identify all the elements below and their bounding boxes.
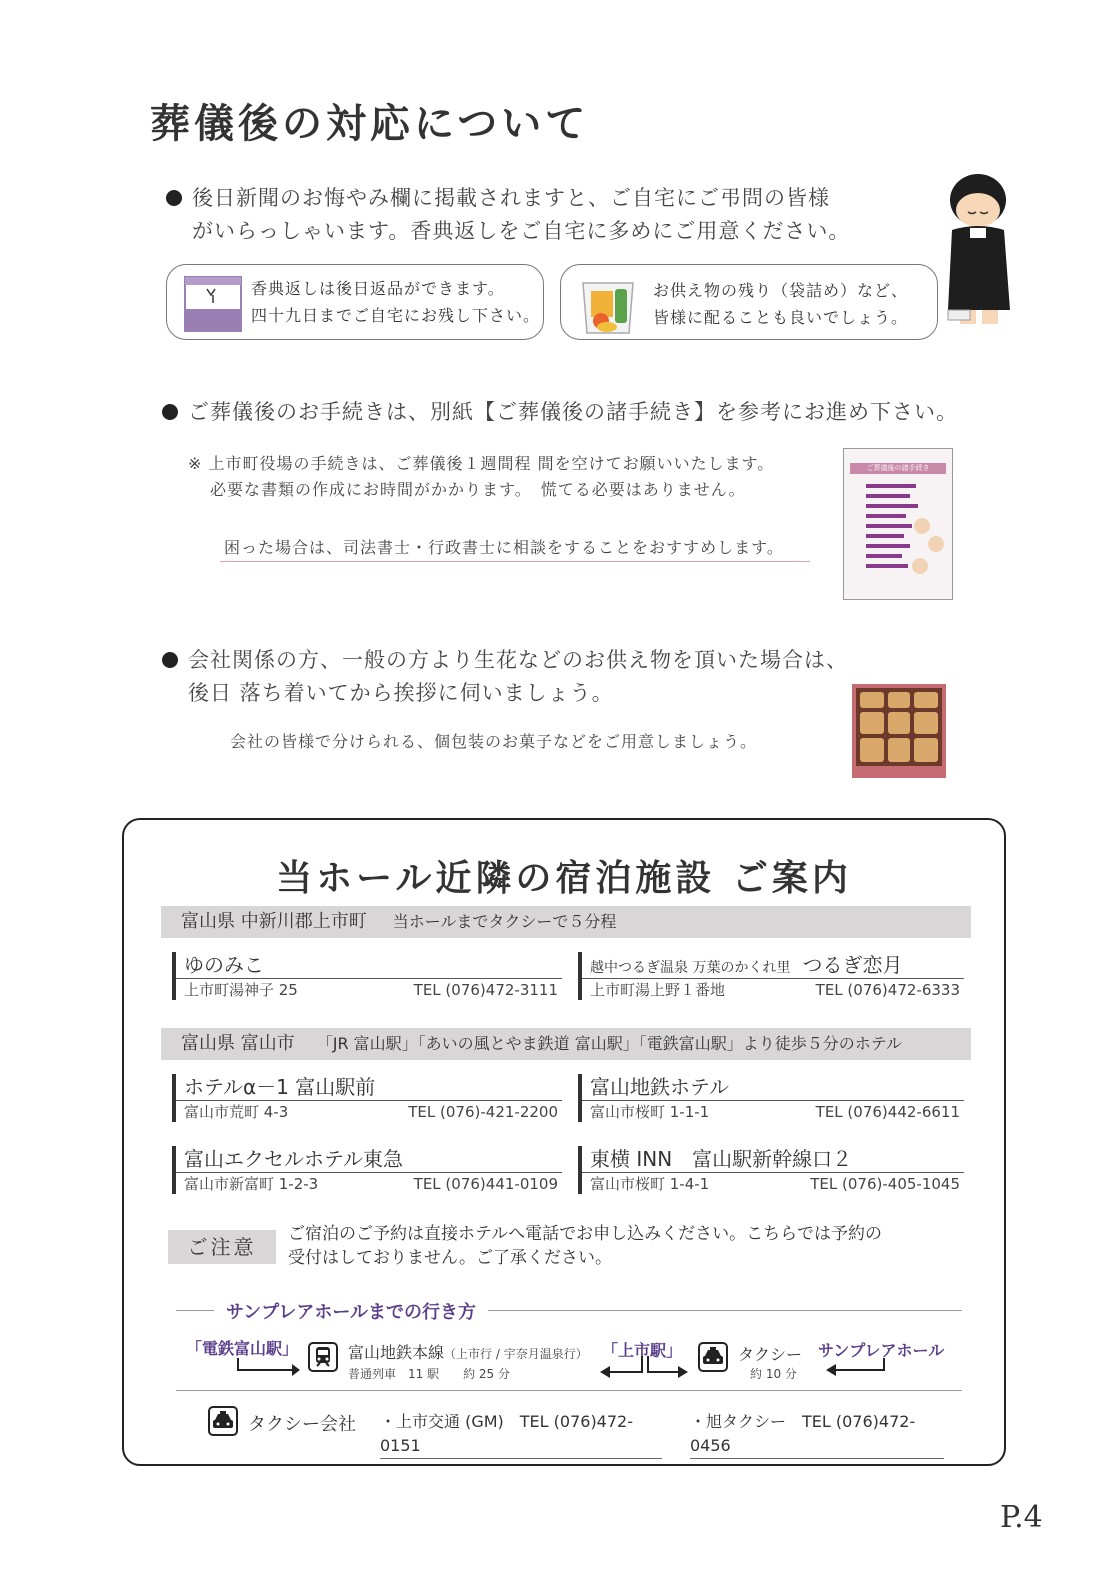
taxi-icon: [208, 1406, 238, 1436]
notice-line2: 受付はしておりません。ご了承ください。: [288, 1248, 613, 1268]
train-line-info: [348, 1340, 588, 1382]
area-band-toyama: [161, 1028, 971, 1060]
area2-name: 富山県 富山市: [181, 1033, 295, 1054]
section3-text: [162, 644, 848, 710]
taxi-label: タクシー: [738, 1345, 803, 1364]
hotel-toyoko-inn: [578, 1146, 964, 1194]
booklet-title: ご葬儀後の諸手続き: [850, 463, 946, 474]
route-heading: サンプレアホールまでの行き方: [214, 1298, 488, 1324]
hotel-tel: TEL (076)472-6333: [815, 981, 960, 999]
area2-note: 「JR 富山駅」「あいの風とやま鉄道 富山駅」「電鉄富山駅」より徒歩５分のホテル: [316, 1034, 902, 1053]
section1-text: [166, 182, 850, 248]
taxi-route-info: [738, 1342, 802, 1382]
hotel-address: 富山市桜町 1-4-1: [590, 1175, 710, 1193]
hotel-tel: TEL (076)442-6611: [815, 1103, 960, 1121]
section2-advice: 困った場合は、司法書士・行政書士に相談をすることをおすすめします。: [220, 535, 810, 562]
card1-line1: 香典返しは後日返品ができます。: [251, 279, 505, 298]
booklet-thumbnail: [843, 448, 953, 600]
page-title: 葬儀後の対応について: [150, 100, 590, 147]
hotel-name: つるぎ恋月: [802, 953, 903, 977]
section3-line1: 会社関係の方、一般の方より生花などのお供え物を頂いた場合は、: [188, 648, 848, 672]
section2-note: [188, 451, 774, 503]
section1-line2: がいらっしゃいます。香典返しをご自宅に多めにご用意ください。: [192, 219, 851, 243]
area-band-kamiichi: [161, 906, 971, 938]
arrow-left-icon: [824, 1358, 890, 1376]
card1-line2: 四十九日までご自宅にお残し下さい。: [251, 306, 541, 325]
hotel-name: 富山地鉄ホテル: [582, 1074, 964, 1101]
hotel-name: ゆのみこ: [176, 952, 562, 979]
hotel-tel: TEL (076)-405-1045: [810, 1175, 960, 1193]
hotel-tel: TEL (076)472-3111: [413, 981, 558, 999]
notice-text: [288, 1222, 882, 1270]
hotel-yunomiko: [172, 952, 562, 1000]
section2-line1: ご葬儀後のお手続きは、別紙【ご葬儀後の諸手続き】を参考にお進め下さい。: [188, 400, 958, 424]
taxi-time: 約 10 分: [750, 1367, 797, 1381]
hotel-address: 富山市新富町 1-2-3: [184, 1175, 319, 1193]
hotel-chitetsu: [578, 1074, 964, 1122]
arrow-both-icon: [598, 1356, 690, 1380]
hotel-name: 東横 INN 富山駅新幹線口２: [582, 1146, 964, 1173]
route-station2: 「上市駅」: [602, 1341, 683, 1360]
section2-note2: 必要な書類の作成にお時間がかかります。 慌てる必要はありません。: [210, 480, 746, 499]
section3-note: 会社の皆様で分けられる、個包装のお菓子などをご用意しましょう。: [230, 732, 758, 751]
offering-bag-icon: [577, 269, 639, 335]
area1-name: 富山県 中新川郡上市町: [181, 911, 367, 932]
booklet-art: [844, 474, 953, 594]
taxi-icon: [698, 1342, 728, 1372]
taxi-company-2: ・旭タクシー TEL (076)472-0456: [690, 1410, 944, 1459]
section2-text: [162, 396, 958, 429]
hotel-alpha1: [172, 1074, 562, 1122]
card2-line2: 皆様に配ることも良いでしょう。: [653, 308, 909, 327]
bowing-person-illustration: [940, 170, 1020, 330]
area1-note: 当ホールまでタクシーで５分程: [392, 912, 617, 931]
hotel-prefix: 越中つるぎ温泉 万葉のかくれ里: [590, 960, 791, 976]
hotel-name: ホテルα－1 富山駅前: [176, 1074, 562, 1101]
bullet-icon: [166, 190, 182, 206]
hotel-tsurugi-koizuki: [578, 952, 964, 1000]
gift-box-icon: [183, 271, 243, 333]
card2-line1: お供え物の残り（袋詰め）など、: [653, 281, 909, 300]
bullet-icon: [162, 652, 178, 668]
hotel-address: 上市町湯神子 25: [184, 981, 298, 999]
bullet-icon: [162, 404, 178, 420]
section1-line1: 後日新聞のお悔やみ欄に掲載されますと、ご自宅にご弔問の皆様: [192, 186, 830, 210]
route-destination: サンプレアホール: [818, 1341, 945, 1360]
page-number: P.4: [1000, 1500, 1043, 1535]
hotel-name: 富山エクセルホテル東急: [176, 1146, 562, 1173]
hotel-tel: TEL (076)-421-2200: [408, 1103, 558, 1121]
lodging-title: 当ホール近隣の宿泊施設 ご案内: [276, 857, 852, 899]
info-card-return-gifts: [166, 264, 544, 340]
train-icon: [308, 1342, 338, 1372]
train-detail: 普通列車 11 駅 約 25 分: [348, 1367, 510, 1381]
train-line: 富山地鉄本線: [348, 1343, 445, 1362]
taxi-company-label: タクシー会社: [248, 1414, 356, 1435]
hotel-address: 富山市荒町 4-3: [184, 1103, 289, 1121]
notice-label: ご注意: [168, 1230, 276, 1264]
info-card-offerings: [560, 264, 938, 340]
route-station1: 「電鉄富山駅」: [186, 1339, 299, 1358]
train-direction: （上市行 / 宇奈月温泉行）: [444, 1347, 588, 1361]
notice-line1: ご宿泊のご予約は直接ホテルへ電話でお申し込みください。こちらでは予約の: [288, 1224, 882, 1244]
arrow-right-icon: [234, 1358, 304, 1376]
section3-line2: 後日 落ち着いてから挨拶に伺いましょう。: [188, 681, 614, 705]
route-divider-bottom: [176, 1390, 962, 1391]
sweets-box-illustration: [850, 680, 948, 780]
hotel-address: 上市町湯上野１番地: [590, 981, 726, 999]
section2-note1: ※ 上市町役場の手続きは、ご葬儀後１週間程 間を空けてお願いいたします。: [188, 454, 775, 473]
hotel-address: 富山市桜町 1-1-1: [590, 1103, 710, 1121]
lodging-info-box: [122, 818, 1006, 1466]
taxi-company-1: ・上市交通 (GM) TEL (076)472-0151: [380, 1410, 662, 1459]
hotel-excel-tokyu: [172, 1146, 562, 1194]
hotel-tel: TEL (076)441-0109: [413, 1175, 558, 1193]
